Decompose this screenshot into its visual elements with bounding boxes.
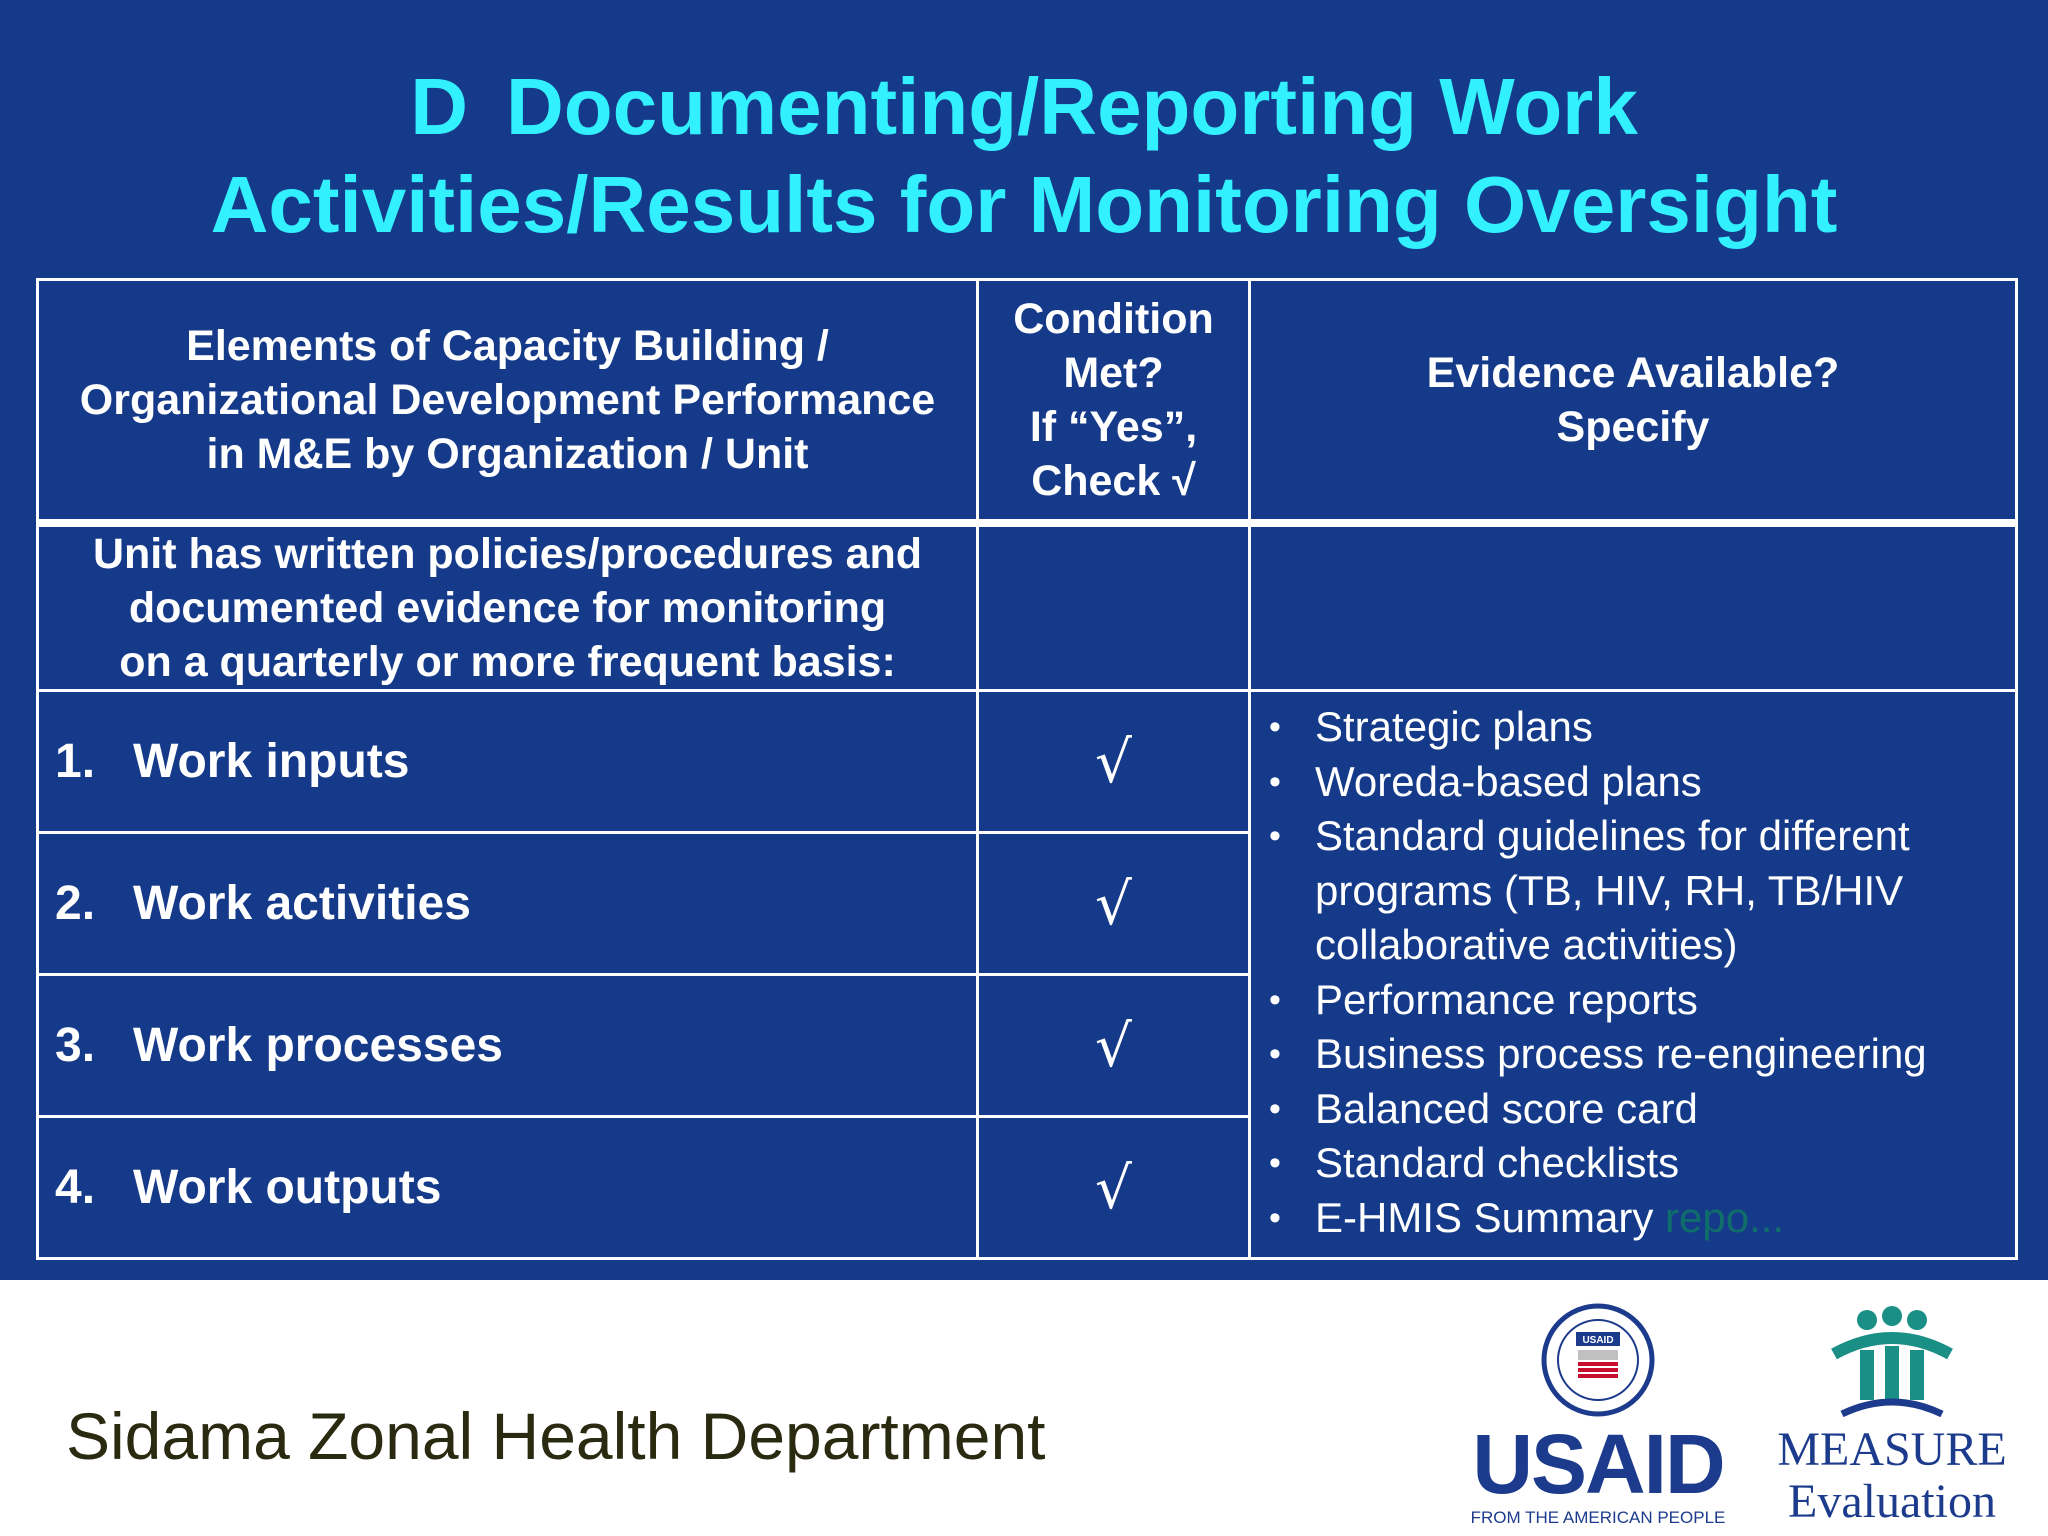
list-item — [1263, 1027, 1991, 1082]
bullet-icon: • — [1269, 1035, 1281, 1073]
header-evidence — [1250, 280, 2017, 524]
item-number: 4. — [55, 1161, 96, 1214]
item-label: Work processes — [133, 1019, 503, 1072]
table-row — [38, 691, 2017, 833]
subheading-evidence-cell — [1250, 523, 2017, 691]
item-label: Work inputs — [133, 735, 410, 788]
header-condition-line: Met? — [1063, 349, 1164, 397]
header-elements-line: in M&E by Organization / Unit — [206, 430, 809, 478]
bullet-icon: • — [1269, 1198, 1281, 1237]
evidence-list — [1263, 700, 1991, 1245]
slide-title — [0, 58, 2048, 254]
evidence-text: Balanced score card — [1315, 1084, 1698, 1132]
list-item — [1263, 1136, 1991, 1191]
department-name: Sidama Zonal Health Department — [66, 1399, 1046, 1473]
subheading-line: documented evidence for monitoring — [128, 584, 887, 632]
item-cell — [38, 691, 978, 833]
evidence-text: Strategic plans — [1315, 703, 1593, 750]
item-cell — [38, 975, 978, 1117]
list-item — [1263, 700, 1991, 755]
list-item — [1263, 973, 1991, 1028]
list-item — [1263, 1082, 1991, 1137]
header-elements-line: Elements of Capacity Building / — [186, 322, 829, 370]
evidence-text: E-HMIS Summary — [1315, 1193, 1654, 1241]
subheading-condition-cell — [978, 523, 1250, 691]
usaid-seal-label: USAID — [1582, 1335, 1614, 1346]
list-item — [1263, 809, 1991, 973]
item-number: 3. — [55, 1019, 96, 1072]
header-evidence-line: Evidence Available? — [1426, 349, 1840, 397]
evidence-text: Standard guidelines for different programs (TB, HIV, RH, TB/HIV collaborative activities) — [1315, 812, 1910, 968]
header-condition-line: Condition — [1013, 295, 1214, 343]
bullet-icon: • — [1269, 1144, 1281, 1182]
header-elements — [38, 280, 978, 524]
item-cell — [38, 833, 978, 975]
evidence-text: Performance reports — [1315, 975, 1698, 1023]
item-label: Work outputs — [133, 1161, 442, 1214]
subheading-line: on a quarterly or more frequent basis: — [119, 638, 896, 686]
header-condition-line: Check √ — [1031, 457, 1196, 505]
subheading-line: Unit has written policies/procedures and — [92, 530, 923, 578]
item-label: Work activities — [133, 877, 471, 930]
list-item — [1263, 755, 1991, 810]
header-elements-line: Organizational Development Performance — [79, 376, 936, 424]
subheading-cell — [38, 523, 978, 691]
table-subheading-row — [38, 523, 2017, 691]
check-mark: √ — [978, 975, 1250, 1117]
header-evidence-line: Specify — [1556, 403, 1710, 451]
measure-evaluation-logo — [1772, 1302, 2012, 1532]
check-mark: √ — [978, 691, 1250, 833]
title-line-2: Activities/Results for Monitoring Oversight — [210, 160, 1838, 249]
list-item — [1263, 1191, 1991, 1246]
header-condition-line: If “Yes”, — [1029, 403, 1198, 451]
item-cell — [38, 1117, 978, 1259]
bullet-icon: • — [1269, 708, 1281, 746]
check-mark: √ — [978, 1117, 1250, 1259]
evidence-text: Standard checklists — [1315, 1139, 1680, 1186]
evidence-text: Woreda-based plans — [1315, 757, 1702, 805]
bullet-icon: • — [1269, 1089, 1281, 1128]
usaid-tagline: FROM THE AMERICAN PEOPLE — [1470, 1508, 1726, 1527]
item-number: 2. — [55, 877, 96, 930]
evidence-faint-text: repo... — [1665, 1193, 1785, 1241]
usaid-wordmark: USAID — [1472, 1417, 1724, 1511]
evidence-cell — [1250, 691, 2017, 1259]
measure-wordmark: MEASURE — [1777, 1423, 2007, 1476]
usaid-seal-icon — [1468, 1302, 1728, 1422]
table-header-row — [38, 280, 2017, 524]
header-condition — [978, 280, 1250, 524]
title-line-1 — [0, 58, 2048, 156]
item-number: 1. — [55, 735, 96, 788]
title-line-1-text: Documenting/Reporting Work — [505, 62, 1638, 151]
evidence-text: Business process re-engineering — [1315, 1030, 1927, 1077]
bullet-icon: • — [1269, 762, 1281, 801]
capacity-table — [36, 278, 2018, 1260]
measure-people-icon — [1772, 1302, 2012, 1432]
bullet-icon: • — [1269, 980, 1281, 1019]
evaluation-wordmark: Evaluation — [1788, 1475, 1996, 1528]
bullet-icon: • — [1269, 817, 1281, 855]
title-letter: D — [410, 62, 468, 151]
usaid-logo — [1468, 1302, 1728, 1532]
check-mark: √ — [978, 833, 1250, 975]
